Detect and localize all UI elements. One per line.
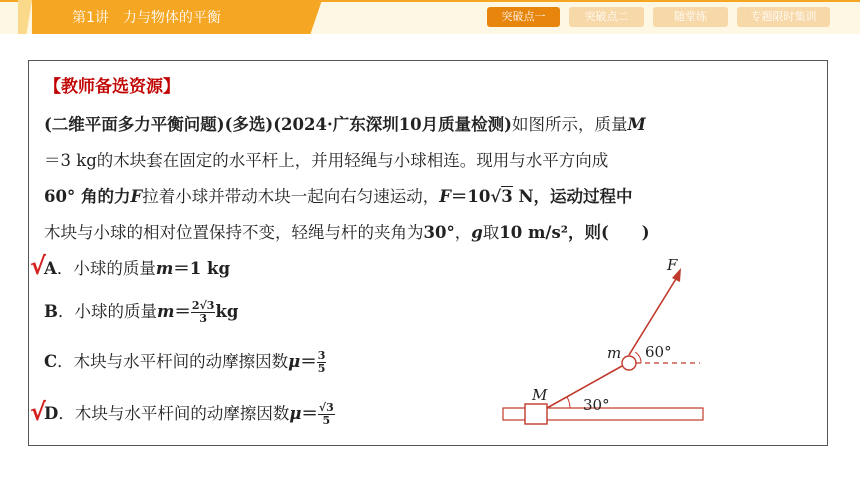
label-30: 30° <box>583 396 610 414</box>
nav-breakthrough-1[interactable]: 突破点一 <box>487 7 560 27</box>
q-line3-b: 拉着小球并带动木块一起向右匀速运动， <box>142 187 440 206</box>
question-line1-tail: 如图所示，质量 <box>511 115 628 134</box>
var-F: F <box>130 187 143 206</box>
q-line3-d: ＝10 <box>450 187 491 206</box>
label-F: F <box>667 256 678 274</box>
label-m: m <box>607 344 622 362</box>
option-b-var: m <box>156 302 175 321</box>
resource-title: 【教师备选资源】 <box>44 77 180 97</box>
nav-breakthrough-2[interactable]: 突破点二 <box>569 7 644 27</box>
q-line4-f: ，则( ) <box>567 223 650 242</box>
var-F2: F <box>439 187 451 206</box>
sqrt-radicand: 3 <box>501 187 513 206</box>
option-b-den: 3 <box>199 312 208 325</box>
label-M: M <box>532 386 548 404</box>
lesson-name: 力与物体的平衡 <box>122 10 221 26</box>
option-d-text: ．木块与水平杆间的动摩擦因数 <box>58 404 290 423</box>
ball-m <box>622 356 636 370</box>
option-a-text: ．小球的质量 <box>56 259 156 278</box>
option-c-eq: ＝ <box>300 352 317 371</box>
q-line4-c: ， <box>454 223 472 242</box>
option-b-unit: kg <box>215 302 239 321</box>
option-c-text: ．木块与水平杆间的动摩擦因数 <box>57 352 289 371</box>
option-b-letter: B <box>44 302 58 321</box>
q-line4-a: 木块与小球的相对位置保持不变，轻绳与杆的夹角为 <box>44 223 424 242</box>
check-mark-d: √ <box>30 398 47 426</box>
angle-30-arc <box>567 397 570 408</box>
nav-practice[interactable]: 随堂练 <box>653 7 728 27</box>
option-b-eq: ＝ <box>174 302 191 321</box>
option-b-text: ．小球的质量 <box>57 302 157 321</box>
check-mark-a: √ <box>30 252 47 280</box>
label-60: 60° <box>645 343 672 361</box>
option-d-var: μ <box>289 404 302 423</box>
option-d-den: 5 <box>322 414 331 427</box>
option-a-var: m <box>155 259 174 278</box>
q-line4-d: 取 <box>482 223 500 242</box>
nav-timed-training[interactable]: 专题限时集训 <box>737 7 830 27</box>
var-M: M <box>627 115 646 134</box>
option-a-eq: ＝1 kg <box>173 259 230 278</box>
option-a-letter: A <box>44 259 57 278</box>
q-line3-a: 60° 角的力 <box>44 187 131 206</box>
option-c-num: 3 <box>317 349 326 362</box>
block-M <box>525 404 547 424</box>
option-d-eq: ＝ <box>301 404 318 423</box>
option-c-den: 5 <box>317 362 326 375</box>
var-g: g <box>471 223 483 242</box>
question-line2: ＝3 kg的木块套在固定的水平杆上，并用轻绳与小球相连。现用与水平方向成 <box>44 151 609 170</box>
option-c-var: μ <box>288 352 301 371</box>
q-line4-e: 10 m/s² <box>499 223 568 242</box>
question-source: (二维平面多力平衡问题)(多选)(2024·广东深圳10月质量检测) <box>44 115 512 134</box>
option-d-num: √3 <box>318 401 334 414</box>
option-c-letter: C <box>44 352 58 371</box>
option-d-letter: D <box>44 404 59 423</box>
q-line3-e: N，运动过程中 <box>512 187 633 206</box>
lesson-number: 第1讲 <box>72 10 109 26</box>
option-b-num: 2√3 <box>191 299 215 312</box>
q-line4-b: 30° <box>423 223 455 242</box>
sqrt-symbol: √ <box>490 187 502 206</box>
